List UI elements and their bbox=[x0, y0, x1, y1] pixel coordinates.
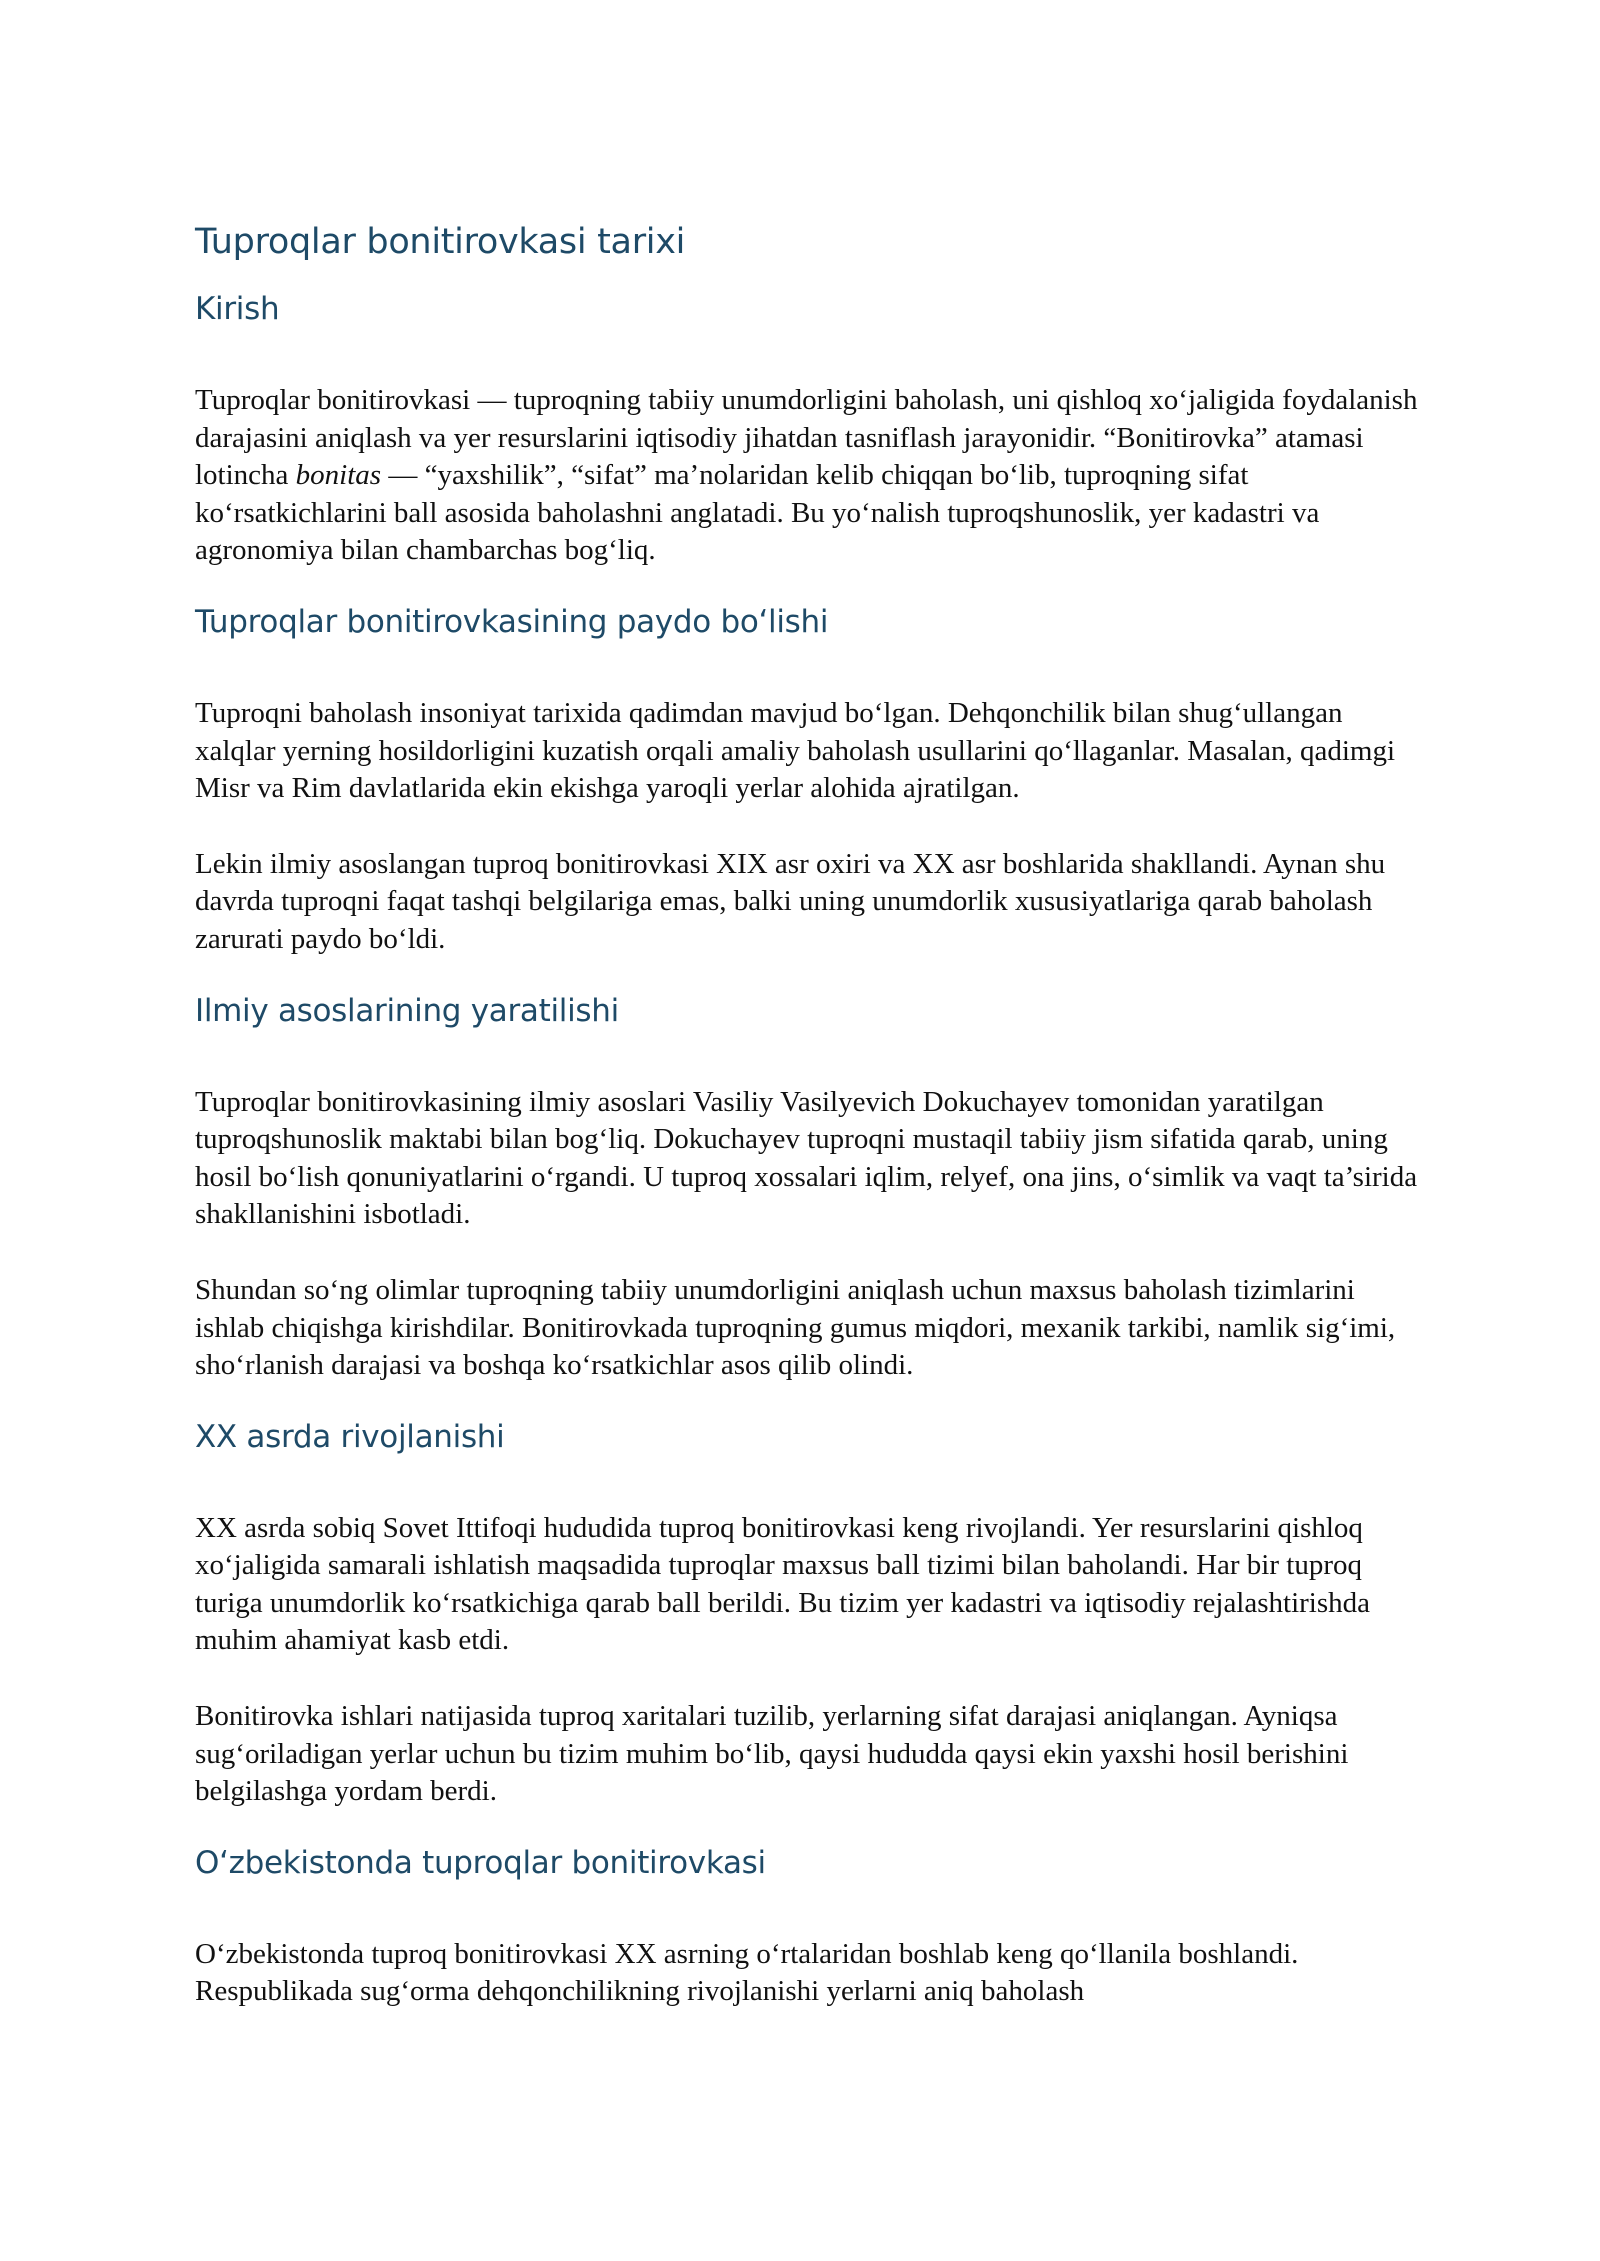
section-heading-kirish: Kirish bbox=[195, 291, 280, 327]
paragraph: Tuproqni baholash insoniyat tarixida qadimdan mavjud bo‘lgan. Dehqonchilik bilan shug‘ullangan xalqlar yerning hosildorligini kuzatish orqali amaliy baholash usullarini qo‘llaganlar. Masalan, qadimgi Misr va Rim davlatlarida ekin ekishga yaroqli yerlar alohida ajratilgan. bbox=[195, 696, 1396, 805]
paragraph: Bonitirovka ishlari natijasida tuproq xaritalari tuzilib, yerlarning sifat darajasi aniqlangan. Ayniqsa sug‘oriladigan yerlar uchun bu tizim muhim bo‘lib, qaysi hududda qaysi ekin yaxshi hosil berishini belgilashga yordam berdi. bbox=[195, 1700, 1349, 1808]
paragraph: Tuproqlar bonitirovkasining ilmiy asoslari Vasiliy Vasilyevich Dokuchayev tomonidan yaratilgan tuproqshunoslik maktabi bilan bog‘liq. Dokuchayev tuproqni mustaqil tabiiy jism sifatida qarab, uning hosil bo‘lish qonuniyatlarini o‘rgandi. U tuproq xossalari iqlim, relyef, ona jins, o‘simlik va vaqt ta’sirida shakllanishini isbotladi. bbox=[195, 1085, 1418, 1231]
section-heading-ilmiy-asoslari: Ilmiy asoslarining yaratilishi bbox=[195, 992, 619, 1029]
paragraph-kirish bbox=[195, 382, 1425, 570]
paragraph: Lekin ilmiy asoslangan tuproq bonitirovkasi XIX asr oxiri va XX asr boshlarida shakllandi. Aynan shu davrda tuproqni faqat tashqi belgilariga emas, balki uning unumdorlik xususiyatlariga qarab baholash zarurati paydo bo‘ldi. bbox=[195, 847, 1386, 955]
paragraph-text: — “yaxshilik”, “sifat” ma’nolaridan kelib chiqqan bo‘lib, tuproqning sifat ko‘rsatkichlarini ball asosida baholashni anglatadi. Bu yo‘nalish tuproqshunoslik, yer kadastri va agronomiya bilan chambarchas bog‘liq. bbox=[195, 459, 1320, 567]
document-content bbox=[195, 218, 1425, 2011]
paragraph-text: Tuproqlar bonitirovkasi — tuproqning tabiiy unumdorligini baholash, uni qishloq xo‘jaligida foydalanish darajasini aniqlash va yer resurslarini iqtisodiy jihatdan tasniflash jarayonidir. “Bonitirovka” atamasi lotincha bbox=[195, 384, 1418, 492]
document-title: Tuproqlar bonitirovkasi tarixi bbox=[195, 222, 686, 262]
paragraph: Shundan so‘ng olimlar tuproqning tabiiy unumdorligini aniqlash uchun maxsus baholash tizimlarini ishlab chiqishga kirishdilar. Bonitirovkada tuproqning gumus miqdori, mexanik tarkibi, namlik sig‘imi, sho‘rlanish darajasi va boshqa ko‘rsatkichlar asos qilib olindi. bbox=[195, 1273, 1396, 1382]
section-heading-ozbekiston: O‘zbekistonda tuproqlar bonitirovkasi bbox=[195, 1844, 766, 1881]
section-heading-xx-asr: XX asrda rivojlanishi bbox=[195, 1418, 505, 1455]
italic-term: bonitas bbox=[295, 459, 382, 492]
section-heading-paydo-bolishi: Tuproqlar bonitirovkasining paydo bo‘lishi bbox=[195, 603, 829, 640]
paragraph: O‘zbekistonda tuproq bonitirovkasi XX asrning o‘rtalaridan boshlab keng qo‘llanila boshlandi. Respublikada sug‘orma dehqonchilikning rivojlanishi yerlarni aniq baholash bbox=[195, 1937, 1299, 2008]
paragraph: XX asrda sobiq Sovet Ittifoqi hududida tuproq bonitirovkasi keng rivojlandi. Yer resurslarini qishloq xo‘jaligida samarali ishlatish maqsadida tuproqlar maxsus ball tizimi bilan baholandi. Har bir tuproq turiga unumdorlik ko‘rsatkichiga qarab ball berildi. Bu tizim yer kadastri va iqtisodiy rejalashtirishda muhim ahamiyat kasb etdi. bbox=[195, 1511, 1371, 1657]
